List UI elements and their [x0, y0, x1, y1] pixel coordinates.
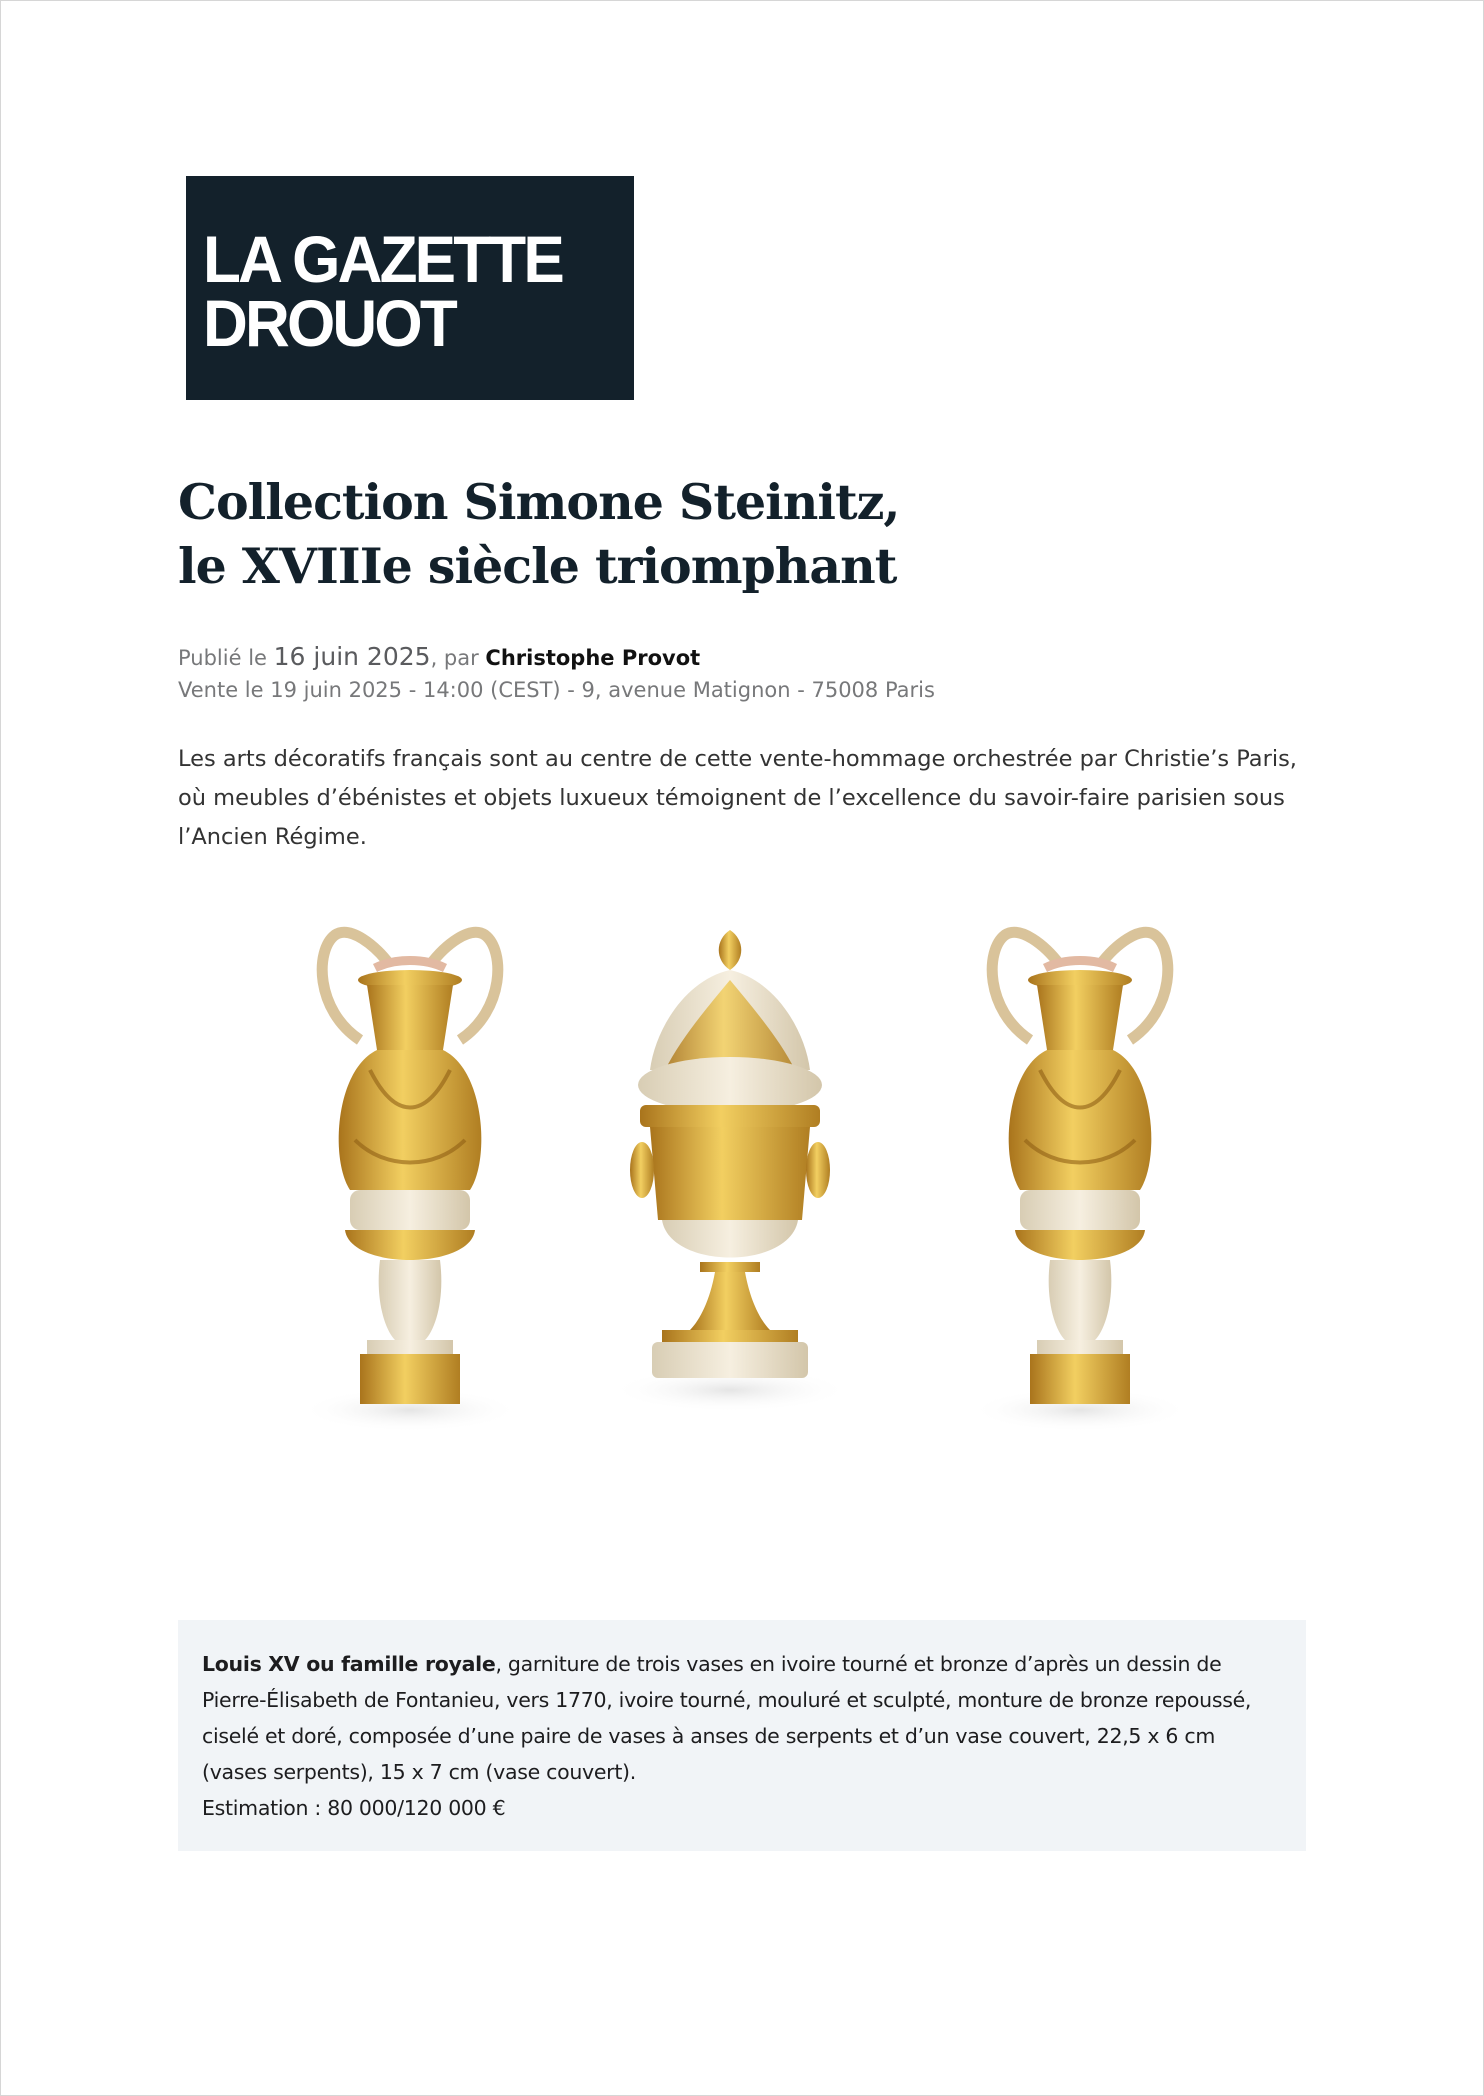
- gazette-drouot-logo[interactable]: [186, 176, 634, 400]
- covered-vase: [610, 930, 850, 1412]
- caption-text: , garniture de trois vases en ivoire tourné et bronze d’après un dessin de Pierre-Élisabeth de Fontanieu, vers 1770, ivoire tourné, mouluré et sculpté, monture de bronze repoussé, ciselé et doré, composée d’une paire de vases à anses de serpents et d’un vase couvert, 22,5 x 6 cm (vases serpents), 15 x 7 cm (vase couvert).: [202, 1652, 1252, 1784]
- logo-line-1: LA GAZETTE: [203, 222, 562, 296]
- three-vases-icon: [290, 900, 1230, 1430]
- article-meta: [178, 641, 1298, 706]
- byline: [178, 641, 1298, 674]
- caption-bold: Louis XV ou famille royale: [202, 1652, 496, 1676]
- article-lead: Les arts décoratifs français sont au centre de cette vente-hommage orchestrée par Christie’s Paris, où meubles d’ébénistes et objets luxueux témoignent de l’excellence du savoir-faire parisien sous l’Ancien Régime.: [178, 746, 1297, 850]
- caption-estimate: Estimation : 80 000/120 000 €: [202, 1796, 506, 1820]
- title-line-2: le XVIIIe siècle triomphant: [178, 537, 897, 595]
- author-link[interactable]: Christophe Provot: [485, 646, 701, 670]
- logo-line-2: DROUOT: [203, 286, 455, 360]
- sale-info: Vente le 19 juin 2025 - 14:00 (CEST) - 9, avenue Matignon - 75008 Paris: [178, 678, 935, 702]
- published-prefix: Publié le: [178, 646, 274, 670]
- image-caption: [178, 1620, 1306, 1851]
- by-prefix: , par: [430, 646, 486, 670]
- published-date: 16 juin 2025: [273, 642, 431, 671]
- caption-description: [202, 1646, 1282, 1790]
- article-title: [178, 470, 1278, 598]
- title-line-1: Collection Simone Steinitz,: [178, 473, 900, 531]
